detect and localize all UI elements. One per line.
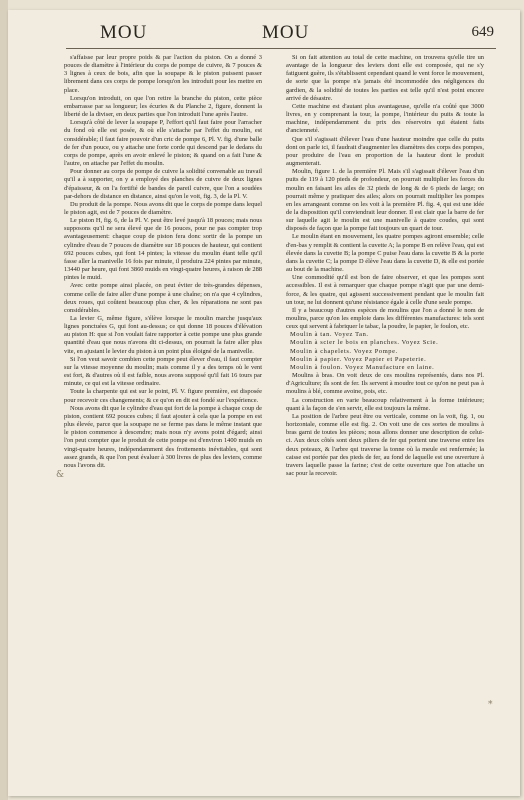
paragraph: Lorsqu'on introduit, on que l'on retire la branche du piston, cette pièce embarrasse par sa longueur; les écuries & du Planche 2, figure, donnent la liberté de la diviser, en deux parties que l'on introduit l'une après l'autre.: [64, 94, 262, 119]
running-header: [66, 22, 494, 50]
cross-reference: Moulin à scier le bois en planches. Voyez Scie.: [290, 339, 439, 347]
margin-mark-right: *: [488, 700, 493, 710]
paragraph: Que s'il s'agissait d'élever l'eau d'une hauteur moindre que celle du puits dont on parle ici, il faudrait d'augmenter les diamètres des corps des pompes, pour produire de l'eau en proportion de la hauteur dont le produit augmenterait.: [286, 135, 484, 168]
paragraph: Avec cette pompe ainsi placée, on peut éviter de très-grandes dépenses, comme celle de faire aller d'une pompe à une chaîne; on n'a que 4 cylindres, deux roues, qui coûtent beaucoup plus cher, & les réparations ne sont pas considérables.: [64, 282, 262, 314]
paragraph: Le piston H, fig. 6, de la Pl. V. peut être levé jusqu'à 18 pouces; mais nous supposons qu'il ne sera élevé que de 16 pouces, pour ne pas compter trop avantageusement: chaque coup de piston fera donc sortir de la pompe un cylindre d'eau de 7 pouces de diamètre sur 18 pouces de hauteur, qui contient 692 pouces cubes, qui font 14 pintes; la vitesse du moulin étant telle qu'il fasse aller la manivelle 16 fois par minute, il produira 224 pintes par minute, 13440 par heure, qui font 3860 muids en vingt-quatre heures, à raison de 288 pintes le muid.: [64, 217, 262, 282]
left-column: [64, 54, 262, 782]
cross-reference: Moulin à foulon. Voyez Manufacture en laine.: [290, 363, 435, 371]
margin-mark-left: &: [56, 470, 65, 480]
right-column: [286, 54, 484, 782]
page-edge: [0, 0, 8, 800]
paragraph: Pour donner au corps de pompe de cuivre la solidité convenable au travail qu'il a à supporter, on y a employé des planches de cuivre de deux lignes d'épaisseur, & on l'a fortifié de bandes de pareil cuivre, que l'on a soudées par-dehors de distance en distance, ainsi qu'on le voit, fig. 3, de la Pl. V.: [64, 168, 262, 200]
paragraph: La construction en varie beaucoup relativement à la forme intérieure; quant à la façon de s'en servir, elle est toujours la même.: [286, 396, 484, 412]
cross-reference: Moulin à tan. Voyez Tan.: [290, 331, 369, 339]
paragraph: La position de l'arbre peut être ou verticale, comme on la voit, fig. 1, ou horizontale, comme elle est fig. 2. On voit une de ces sortes de moulins à bras garni de toutes les pièces; nous allons donner une description de celui-ci. Aux deux côtés sont deux piliers de fer qui portent une traverse entre les deux poteaux, & l'arbre qui traverse la tonne où la meule est renfermée; la caisse est portée par des pieds de fer, au fond de laquelle est une ouverture à travers laquelle passe la farine; c'est de cette ouverture que l'on attache un sac pour la recevoir.: [286, 412, 484, 477]
paragraph: s'affaisse par leur propre poids & par l'action du piston. On a donné 3 pouces de diamètre à l'intérieur du corps de pompe de cuivre, & 7 pouces & 3 lignes à ceux de bois, afin que la soupape & le piston puissent passer librement dans ces corps de pompe lorsqu'on les introduit pour les mettre en place.: [64, 54, 262, 94]
paragraph: Toute la charpente qui est sur le point, Pl. V. figure première, est disposée pour recevoir ces changements; & ce qu'on en dit est fondé sur l'expérience.: [64, 388, 262, 404]
cross-reference: Moulin à chapelets. Voyez Pompe.: [290, 347, 398, 355]
page-number: 649: [471, 24, 494, 40]
paragraph: Moulins à bras. On voit deux de ces moulins représentés, dans nos Pl. d'Agriculture; ils sont de fer. Ils servent à moudre tout ce qu'on ne peut pas à moulins à blé, comme avoine, pois, etc.: [286, 372, 484, 396]
paragraph: Nous avons dit que le cylindre d'eau qui fort de la pompe à chaque coup de piston, contient 692 pouces cubes; il faut ajouter à cela que la pompe en est plus élevée, parce que la soupape ne se ferme pas dans le même instant que le piston commence à descendre; mais nous n'y avons point d'égard; ainsi l'on peut compter que le produit de cette pompe est d'environ 1400 muids en vingt-quatre heures, indépendamment des frottements inévitables, qui sont assez grands, & que l'on peut évaluer à 300 livres de plus des leviers, comme nous l'avons dit.: [64, 404, 262, 469]
paragraph: Le moulin étant en mouvement, les quatre pompes agiront ensemble; celle d'en-bas y remplit & contient la cuvette A; la pompe B en relève l'eau, qui est élevée dans la cuvette B; la pompe C puise l'eau dans la cuvette B & la porte dans la cuvette C; la pompe D élève l'eau dans la cuvette D, & elle est portée au bout de la machine.: [286, 233, 484, 274]
header-rule: [66, 48, 496, 49]
paragraph: Cette machine est d'autant plus avantageuse, qu'elle n'a coûté que 3000 livres, en y comprenant la tour, la pompe, l'intérieur du puits & toute la machine, indépendamment du prix des réservoirs qui étaient faits d'ancienneté.: [286, 102, 484, 135]
paragraph: Du produit de la pompe. Nous avons dit que le corps de pompe dans lequel le piston agit, est de 7 pouces de diamètre.: [64, 200, 262, 216]
paragraph: Moulin, figure 1. de la première Pl. Mais s'il s'agissait d'élever l'eau d'un puits de 119 à 120 pieds de profondeur, on pourrait multiplier les forces du moulin en faisant les ailes de 32 pieds de long & de 6 pieds de large; on pourrait même y pratiquer des ailes; alors on pourrait multiplier les pompes en les arrangeant comme on les voit à la première Pl. fig. 4, qui est une idée de la disposition qu'il conviendrait leur donner. Il est clair que la barre de fer sur laquelle agit le moulin est une manivelle à quatre coudes, qui sont disposés de façon que la pompe fait toujours un quart de tour.: [286, 168, 484, 233]
cross-reference: Moulin à papier. Voyez Papier et Papeterie.: [290, 355, 427, 363]
paragraph: La levier G, même figure, s'élève lorsque le moulin marche jusqu'aux lignes ponctuées G, qui font au-dessus; ce qui donne 18 pouces d'élévation au piston H: que si l'on voulait faire rapporter à cette pompe une plus grande quantité d'eau que nous n'avons dit ci-dessus, on pourrait la faire aller plus vite, en ajustant le levier du piston à un point plus éloigné de la manivelle.: [64, 315, 262, 355]
paragraph: Lorsqu'à côté de lever la soupape P, l'effort qu'il faut faire pour l'arracher du fond où elle est posée, & où elle s'attache par l'effet du moulin, est considérable; il faut faire pouvoir d'un cric de pompe 6, Pl. V. fig. d'une balle de fer d'un pouce, ou y attache une forte corde qui descend par le dedans du corps de pompe, après en avoir enlevé le piston; & quand on a fait l'une & l'autre, on attache par l'effet du moulin.: [64, 119, 262, 168]
paragraph: Si l'on veut savoir combien cette pompe peut élever d'eau, il faut compter sur la vitesse moyenne du moulin; mais comme il y a des temps où le vent est fort, & d'autres où il est faible, nous avons supposé qu'il fait 16 tours par minute, ce qui est la vitesse ordinaire.: [64, 355, 262, 388]
paragraph: Il y a beaucoup d'autres espèces de moulins que l'on a donné le nom de moulins, parce qu'on les emploie dans les différentes manufactures: tels sont ceux qui servent à fabriquer le tabac, la poudre, le papier, le foulon, etc.: [286, 306, 484, 331]
paragraph: Une commodité qu'il est bon de faire observer, et que les pompes sont accessibles. Il est à remarquer que chaque pompe n'agit que par une demi-force, & les quatre, qui agissent successivement pendant que le moulin fait un tour, ne lui donnent qu'une résistance égale à celle d'une seule pompe.: [286, 274, 484, 306]
header-left-word: MOU: [100, 22, 148, 43]
paragraph: Si on fait attention au total de cette machine, on trouvera qu'elle tire un avantage de la longueur des leviers dont elle est composée, qui ne s'y fatiguent guère, ils s'établissent cependant quand le vent force le mouvement, de sorte que la pompe n'a jamais été incommodée des négligences du gardien, & la solidité de toutes les parties est telle qu'il n'est point encore arrivé de désastre.: [286, 54, 484, 102]
header-right-word: MOU: [262, 22, 310, 43]
